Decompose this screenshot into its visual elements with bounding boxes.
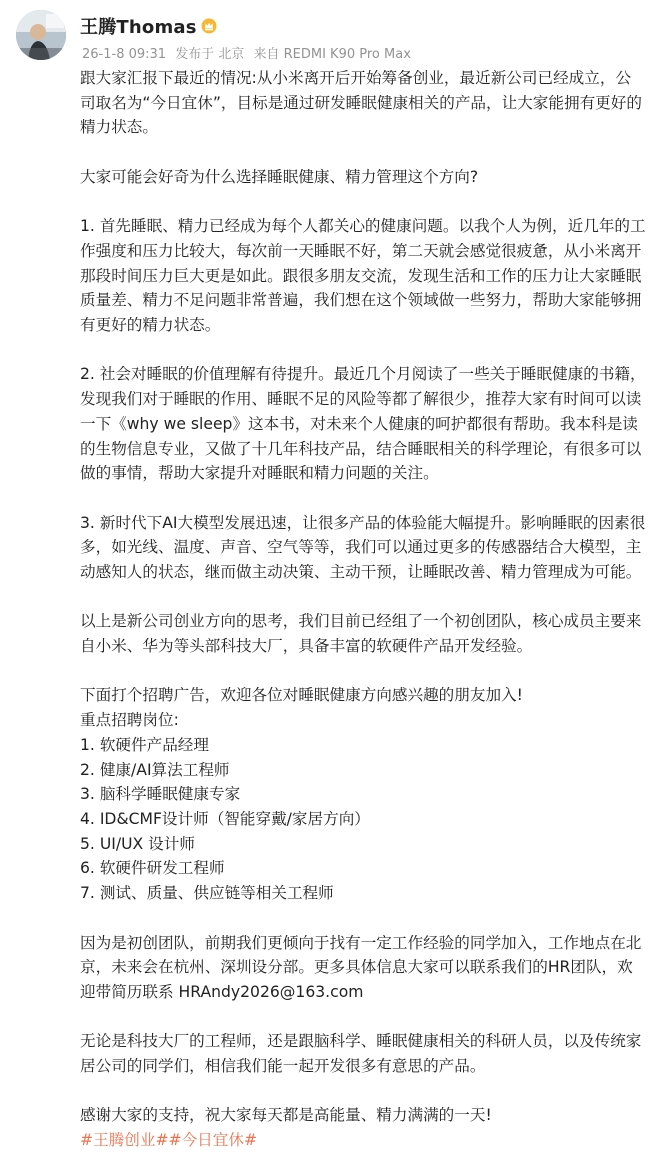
hashtag-link[interactable]: #今日宜休#: [168, 1131, 258, 1150]
recruit-heading: 重点招聘岗位:: [80, 711, 179, 730]
position-item: 6. 软硬件研发工程师: [80, 859, 225, 878]
team-paragraph: 以上是新公司创业方向的思考，我们目前已经组了一个初创团队，核心成员主要来自小米、华为等头部科技大厂，具备丰富的软硬件产品开发经验。: [80, 612, 642, 656]
position-item: 4. ID&CMF设计师（智能穿戴/家居方向）: [80, 810, 370, 828]
post-device: 来自 REDMI K90 Pro Max: [253, 47, 411, 62]
post-meta: [82, 43, 416, 62]
position-item: 2. 健康/AI算法工程师: [80, 760, 230, 779]
thanks-paragraph: 感谢大家的支持，祝大家每天都是高能量、精力满满的一天!: [80, 1106, 492, 1125]
intro-paragraph: 跟大家汇报下最近的情况:从小米离开后开始筹备创业，最近新公司已经成立，公司取名为“今日宜休”，目标是通过研发睡眠健康相关的产品，让大家能拥有更好的精力状态。: [80, 69, 642, 137]
hashtag-row: [80, 1128, 646, 1153]
post-location: 发布于 北京: [175, 47, 245, 62]
author-row: [80, 14, 217, 38]
reason-2-paragraph: 2. 社会对睡眠的价值理解有待提升。最近几个月阅读了一些关于睡眠健康的书籍，发现我们对于睡眠的作用、睡眠不足的风险等都了解很少，推荐大家有时间可以读一下《why we sleep》这本书，对未来个人健康的呵护都很有帮助。我本科是读的生物信息专业，又做了十几年科技产品，结合睡眠相关的科学理论，有很多可以做的事情，帮助大家提升对睡眠和精力问题的关注。: [80, 365, 646, 483]
vip-crown-icon[interactable]: [201, 18, 217, 34]
reason-3-paragraph: 3. 新时代下AI大模型发展迅速，让很多产品的体验能大幅提升。影响睡眠的因素很多，如光线、温度、声音、空气等等，我们可以通过更多的传感器结合大模型，主动感知人的状态，继而做主动决策、主动干预，让睡眠改善、精力管理成为可能。: [80, 513, 646, 581]
post-header: [16, 10, 636, 70]
avatar-photo-icon: [16, 10, 66, 60]
post-time[interactable]: 26-1-8 09:31: [82, 47, 167, 62]
avatar[interactable]: [16, 10, 66, 60]
reason-1-paragraph: 1. 首先睡眠、精力已经成为每个人都关心的健康问题。以我个人为例，近几年的工作强度和压力比较大，每次前一天睡眠不好，第二天就会感觉很疲惫，从小米离开那段时间压力巨大更是如此。跟很多朋友交流，发现生活和工作的压力让大家睡眠质量差、精力不足问题非常普遍，我们想在这个领域做一些努力，帮助大家能够拥有更好的精力状态。: [80, 217, 646, 334]
post-body: [80, 66, 646, 1153]
contact-paragraph: 因为是初创团队，前期我们更倾向于找有一定工作经验的同学加入，工作地点在北京，未来会在杭州、深圳设分部。更多具体信息大家可以联系我们的HR团队，欢迎带简历联系 HRAndy2026@163.com: [80, 933, 642, 1001]
position-item: 1. 软硬件产品经理: [80, 735, 209, 754]
position-item: 3. 脑科学睡眠健康专家: [80, 785, 241, 804]
closing-paragraph: 无论是科技大厂的工程师，还是跟脑科学、睡眠健康相关的科研人员，以及传统家居公司的同学们，相信我们能一起开发很多有意思的产品。: [80, 1032, 642, 1075]
recruit-intro: 下面打个招聘广告，欢迎各位对睡眠健康方向感兴趣的朋友加入!: [80, 686, 523, 705]
hashtag-link[interactable]: #王腾创业#: [80, 1131, 169, 1150]
position-item: 5. UI/UX 设计师: [80, 834, 195, 853]
position-item: 7. 测试、质量、供应链等相关工程师: [80, 884, 334, 903]
question-paragraph: 大家可能会好奇为什么选择睡眠健康、精力管理这个方向?: [80, 167, 479, 186]
author-name[interactable]: 王腾Thomas: [80, 17, 197, 38]
